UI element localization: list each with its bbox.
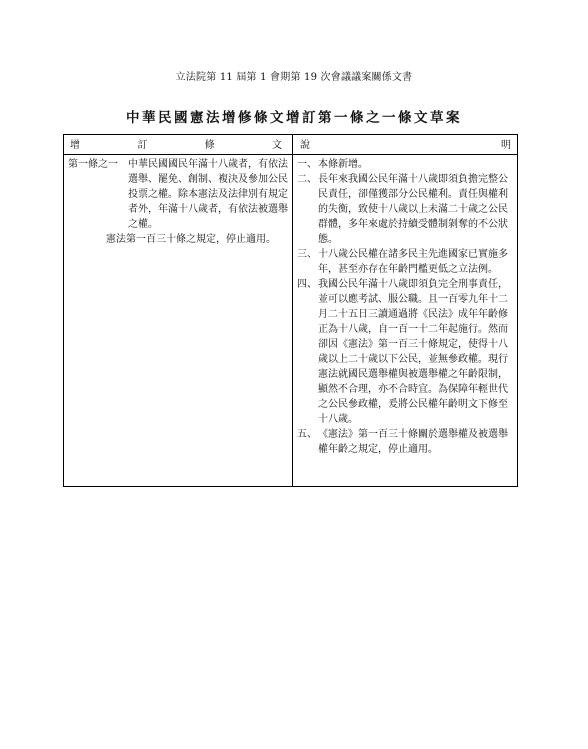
document-header: 立法院第 11 屆第 1 會期第 19 次會議議案關係文書 xyxy=(175,72,413,83)
item-number: 二、 xyxy=(297,174,317,185)
explanation-cell xyxy=(297,157,515,457)
item-text: 十八歲公民權在諸多民主先進國家已實施多年，甚至亦存在年齡門檻更低之立法例。 xyxy=(318,249,508,275)
header-char: 文 xyxy=(271,140,282,151)
header-char: 訂 xyxy=(137,140,148,151)
item-text: 我國公民年滿十八歲即須負完全刑事責任，並可以應考試、服公職。且一百零九年十二月二十五日三讀通過將《民法》成年年齡修正為十八歲，自一百一十二年起施行。然而卻因《憲法》第一百三十條規定，使得十八歲以上二十歲以下公民，並無參政權。現行憲法就國民選舉權與被選舉權之年齡限制，顯然不合理，亦不合時宜。為保障年輕世代之公民參政權，爰將公民權年齡明文下修至十八歲。 xyxy=(318,279,508,425)
header-char: 增 xyxy=(70,140,80,151)
header-char: 條 xyxy=(204,140,215,151)
explanation-item xyxy=(297,172,515,247)
header-amended-article xyxy=(70,138,282,153)
explanation-item xyxy=(297,157,515,172)
header-char: 說 xyxy=(300,140,310,151)
item-number: 四、 xyxy=(297,279,317,290)
article-cell xyxy=(68,157,288,247)
header-char: 明 xyxy=(501,140,511,151)
explanation-item xyxy=(297,277,515,427)
comparison-table xyxy=(63,134,518,487)
item-text: 本條新增。 xyxy=(318,159,368,170)
item-text: 長年來我國公民年滿十八歲即須負擔完整公民責任，卻僅獲部分公民權利。責任與權利的失衡，致使十八歲以上未滿二十歲之公民群體，多年來處於持續受體制剝奪的不公狀態。 xyxy=(318,174,508,245)
column-divider xyxy=(292,135,293,486)
item-number: 三、 xyxy=(297,249,317,260)
explanation-item xyxy=(297,427,515,457)
item-text: 《憲法》第一百三十條關於選舉權及被選舉權年齡之規定，停止適用。 xyxy=(318,429,508,455)
article-label: 第一條之一 xyxy=(68,159,118,170)
document-title: 中華民國憲法增修條文增訂第一條之一條文草案 xyxy=(126,110,462,126)
header-explanation xyxy=(300,138,511,153)
article-text: 中華民國國民年滿十八歲者，有依法選舉、罷免、創制、複決及參加公民投票之權。除本憲法及法律別有規定者外，年滿十八歲者，有依法被選舉之權。 xyxy=(128,159,288,230)
item-number: 五、 xyxy=(297,429,317,440)
article-paragraph-1 xyxy=(68,157,288,232)
explanation-item xyxy=(297,247,515,277)
item-number: 一、 xyxy=(297,159,317,170)
article-paragraph-2: 憲法第一百三十條之規定，停止適用。 xyxy=(106,234,276,245)
table-header-row xyxy=(64,135,517,155)
